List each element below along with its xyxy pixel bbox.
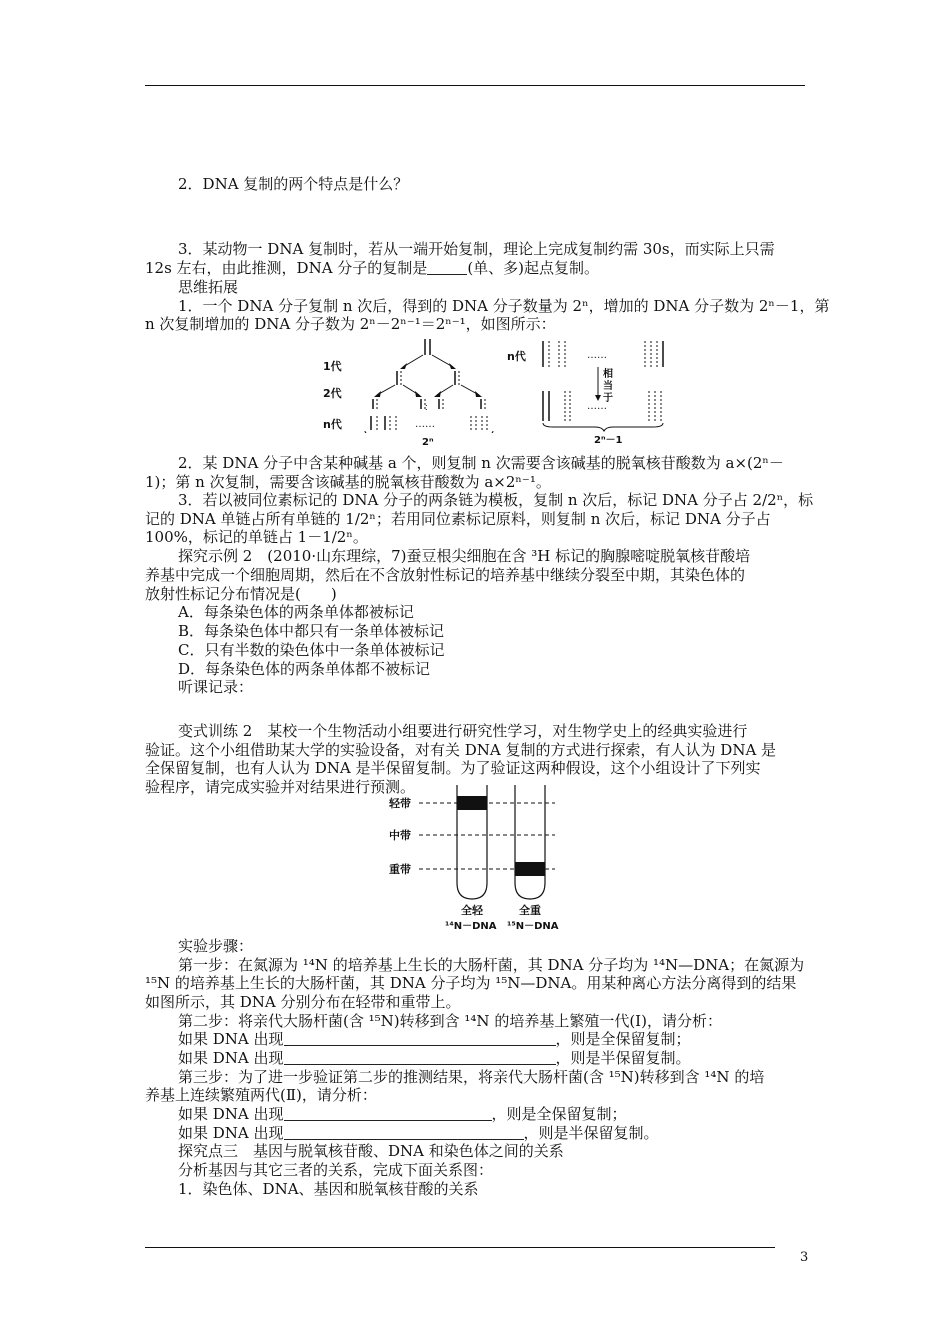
variant-2-line-3: 全保留复制，也有人认为 DNA 是半保留复制。为了验证这两种假设，这个小组设计了下列实	[145, 759, 761, 777]
step-3-line-2: 养基上连续繁殖两代(Ⅱ)，请分析：	[145, 1086, 377, 1104]
replication-figure	[315, 333, 675, 433]
extension-2-line-2: 1)；第 n 次复制，需要含该碱基的脱氧核苷酸数为 a×2ⁿ⁻¹。	[145, 473, 551, 491]
extension-1-line-2: n 次复制增加的 DNA 分子数为 2ⁿ－2ⁿ⁻¹＝2ⁿ⁻¹，如图所示：	[145, 315, 556, 333]
step-2-option-b	[178, 1049, 691, 1067]
extension-3-line-2: 记的 DNA 单链占所有单链的 1/2ⁿ；若用同位素标记原料，则复制 n 次后，标记 DNA 分子占	[145, 510, 771, 528]
brace-right-label: 2ⁿ－1	[594, 435, 623, 446]
vertical-dots: ∶	[425, 403, 428, 414]
variant-2-line-1: 变式训练 2 某校一个生物活动小组要进行研究性学习，对生物学史上的经典实验进行	[178, 722, 748, 740]
option-b[interactable]: B．每条染色体中都只有一条单体被标记	[178, 622, 445, 640]
equal-label-1: 相	[603, 369, 613, 380]
extension-3-line-3: 100%，标记的单链占 1－1/2ⁿ。	[145, 528, 368, 546]
answer-blank[interactable]	[284, 1050, 556, 1065]
step-3-b-prefix: 如果 DNA 出现	[178, 1124, 284, 1142]
heavy-band-fill	[515, 862, 545, 876]
extension-1-line-1: 1．一个 DNA 分子复制 n 次后，得到的 DNA 分子数量为 2ⁿ，增加的 DNA 分子数为 2ⁿ－1，第	[178, 297, 830, 315]
centrifuge-figure	[385, 783, 575, 933]
step-3-a-suffix: ，则是全保留复制；	[491, 1105, 627, 1123]
step-1-line-3: 如图所示，其 DNA 分别分布在轻带和重带上。	[145, 993, 461, 1011]
extension-title: 思维拓展	[178, 278, 239, 296]
option-d[interactable]: D．每条染色体的两条单体都不被标记	[178, 660, 431, 678]
notes-label: 听课记录：	[178, 678, 254, 696]
middle-band-label: 中带	[389, 829, 411, 842]
tube1-label: 全轻	[461, 904, 483, 917]
step-3-b-suffix: ，则是半保留复制。	[523, 1124, 659, 1142]
step-2-b-prefix: 如果 DNA 出现	[178, 1049, 284, 1067]
tube1-sub: ¹⁴N－DNA	[445, 921, 497, 932]
point-3-title: 探究点三 基因与脱氧核苷酸、DNA 和染色体之间的关系	[178, 1142, 564, 1160]
example-2-line-2: 养基中完成一个细胞周期，然后在不含放射性标记的培养基中继续分裂至中期，其染色体的	[145, 566, 746, 584]
tube2-label: 全重	[519, 904, 541, 917]
answer-blank[interactable]	[284, 1125, 524, 1140]
steps-title: 实验步骤：	[178, 937, 254, 955]
light-band-fill	[457, 796, 487, 810]
header-rule	[145, 85, 805, 86]
step-3-option-a	[178, 1105, 627, 1123]
step-1-line-1: 第一步：在氮源为 ¹⁴N 的培养基上生长的大肠杆菌，其 DNA 分子均为 ¹⁴N—DNA；在氮源为	[178, 956, 805, 974]
answer-blank[interactable]	[284, 1106, 492, 1121]
step-1-line-2: ¹⁵N 的培养基上生长的大肠杆菌，其 DNA 分子均为 ¹⁵N—DNA。用某种离心方法分离得到的结果	[145, 974, 797, 992]
dots-right-bottom: ……	[587, 401, 607, 412]
dots-left: ……	[415, 419, 435, 430]
step-2-a-suffix: ，则是全保留复制；	[555, 1030, 691, 1048]
option-a[interactable]: A．每条染色体的两条单体都被标记	[178, 603, 414, 621]
step-3-option-b	[178, 1124, 659, 1142]
genn-left-label: n代	[323, 418, 342, 431]
dots-right-top: ……	[587, 350, 607, 361]
question-3-line-2	[145, 259, 599, 277]
variant-2-line-4: 验程序，请完成实验并对结果进行预测。	[145, 778, 416, 796]
heavy-band-label: 重带	[389, 863, 411, 876]
extension-3-line-1: 3．若以被同位素标记的 DNA 分子的两条链为模板，复制 n 次后，标记 DNA 分子占 2/2ⁿ，标	[178, 491, 814, 509]
point-3-line-2: 分析基因与其它三者的关系，完成下面关系图：	[178, 1161, 494, 1179]
genn-right-label: n代	[507, 350, 526, 363]
step-2-option-a	[178, 1030, 691, 1048]
footer-rule	[145, 1247, 775, 1248]
equal-label-2: 当	[603, 381, 613, 392]
answer-blank[interactable]	[427, 260, 467, 275]
tube2-sub: ¹⁵N－DNA	[507, 921, 559, 932]
extension-2-line-1: 2．某 DNA 分子中含某种碱基 a 个，则复制 n 次需要含该碱基的脱氧核苷酸数为 a×(2ⁿ－	[178, 454, 784, 472]
option-c[interactable]: C．只有半数的染色体中一条单体被标记	[178, 641, 445, 659]
step-2-b-suffix: ，则是半保留复制。	[555, 1049, 691, 1067]
step-2-a-prefix: 如果 DNA 出现	[178, 1030, 284, 1048]
brace-left-label: 2ⁿ	[422, 437, 434, 448]
page-number: 3	[800, 1250, 809, 1265]
step-2-line-1: 第二步：将亲代大肠杆菌(含 ¹⁵N)转移到含 ¹⁴N 的培养基上繁殖一代(Ⅰ)，请分析：	[178, 1012, 722, 1030]
example-2-line-3: 放射性标记分布情况是( )	[145, 585, 337, 603]
question-3-text-a: 12s 左右，由此推测，DNA 分子的复制是	[145, 259, 428, 277]
gen2-label: 2代	[323, 387, 342, 400]
answer-blank[interactable]	[284, 1031, 556, 1046]
question-3-line-1: 3．某动物一 DNA 复制时，若从一端开始复制，理论上完成复制约需 30s，而实际上只需	[178, 240, 775, 258]
question-2: 2．DNA 复制的两个特点是什么？	[178, 175, 409, 193]
step-3-line-1: 第三步：为了进一步验证第二步的推测结果，将亲代大肠杆菌(含 ¹⁵N)转移到含 ¹⁴N 的培	[178, 1068, 765, 1086]
gen1-label: 1代	[323, 360, 342, 373]
light-band-label: 轻带	[389, 797, 411, 810]
point-3-line-3: 1．染色体、DNA、基因和脱氧核苷酸的关系	[178, 1180, 479, 1198]
variant-2-line-2: 验证。这个小组借助某大学的实验设备，对有关 DNA 复制的方式进行探索，有人认为 DNA 是	[145, 741, 777, 759]
step-3-a-prefix: 如果 DNA 出现	[178, 1105, 284, 1123]
equal-label-3: 于	[603, 393, 613, 404]
example-2-line-1: 探究示例 2 (2010·山东理综，7)蚕豆根尖细胞在含 ³H 标记的胸腺嘧啶脱氧核苷酸培	[178, 547, 751, 565]
question-3-text-b: (单、多)起点复制。	[467, 259, 600, 277]
